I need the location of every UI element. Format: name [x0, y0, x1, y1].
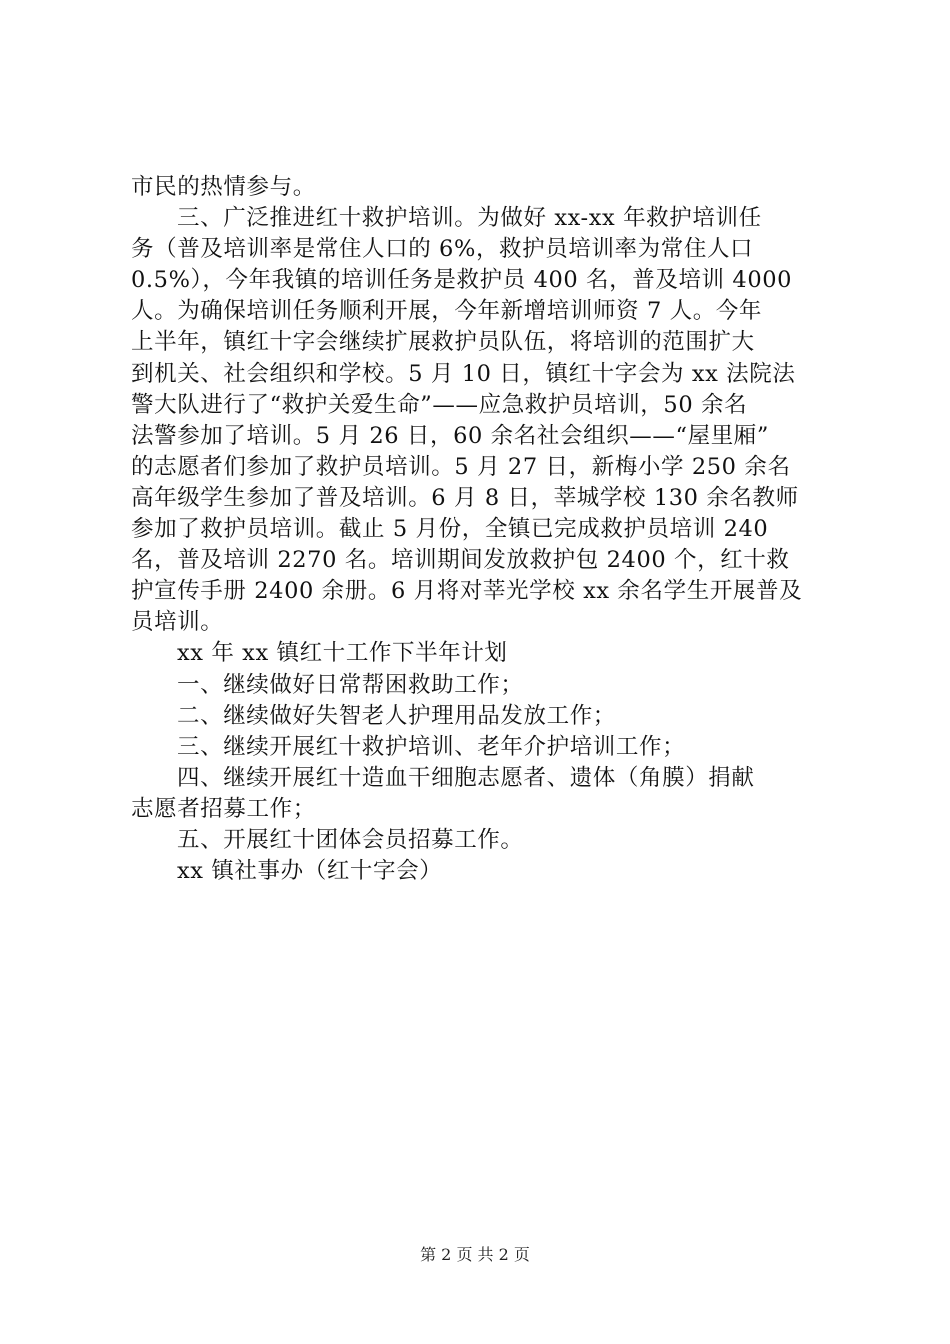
plan-item-5: 五、开展红十团体会员招募工作。	[177, 826, 524, 853]
paragraph-line: 护宣传手册 2400 余册。6 月将对莘光学校 xx 余名学生开展普及	[131, 578, 803, 605]
paragraph-line: 的志愿者们参加了救护员培训。5 月 27 日，新梅小学 250 余名	[131, 453, 791, 480]
paragraph-training	[131, 203, 821, 638]
paragraph-line: 法警参加了培训。5 月 26 日，60 余名社会组织——“屋里厢”	[131, 422, 769, 449]
paragraph-line: 务（普及培训率是常住人口的 6%，救护员培训率为常住人口	[131, 236, 754, 263]
signature: xx 镇社事办（红十字会）	[177, 858, 443, 885]
paragraph-line: 三、广泛推进红十救护培训。为做好 xx-xx 年救护培训任	[177, 205, 762, 232]
paragraph-line: 警大队进行了“救护关爱生命”——应急救护员培训，50 余名	[131, 391, 748, 418]
paragraph-line: 到机关、社会组织和学校。5 月 10 日，镇红十字会为 xx 法院法	[131, 360, 796, 387]
plan-item: 三、继续开展红十救护培训、老年介护培训工作；	[177, 733, 686, 760]
plan-item: 二、继续做好失智老人护理用品发放工作；	[177, 702, 616, 729]
page-footer: 第 2 页 共 2 页	[420, 1245, 530, 1264]
paragraph-intro-end: 市民的热情参与。	[131, 174, 316, 200]
paragraph-line: 员培训。	[131, 609, 224, 636]
plan-item-4-line1: 四、继续开展红十造血干细胞志愿者、遗体（角膜）捐献	[177, 764, 755, 791]
paragraph-line: 0.5%），今年我镇的培训任务是救护员 400 名，普及培训 4000	[131, 267, 793, 294]
plan-item-4-line2: 志愿者招募工作；	[131, 795, 316, 822]
document-body	[131, 172, 821, 887]
paragraph-line: 上半年，镇红十字会继续扩展救护员队伍，将培训的范围扩大	[131, 329, 755, 356]
paragraph-line: 高年级学生参加了普及培训。6 月 8 日，莘城学校 130 余名教师	[131, 484, 799, 511]
plan-title: xx 年 xx 镇红十工作下半年计划	[177, 640, 508, 667]
paragraph-line: 人。为确保培训任务顺利开展，今年新增培训师资 7 人。今年	[131, 298, 763, 325]
paragraph-line: 名，普及培训 2270 名。培训期间发放救护包 2400 个，红十救	[131, 547, 790, 574]
plan-item: 一、继续做好日常帮困救助工作；	[177, 671, 524, 698]
paragraph-line: 参加了救护员培训。截止 5 月份，全镇已完成救护员培训 240	[131, 516, 769, 543]
